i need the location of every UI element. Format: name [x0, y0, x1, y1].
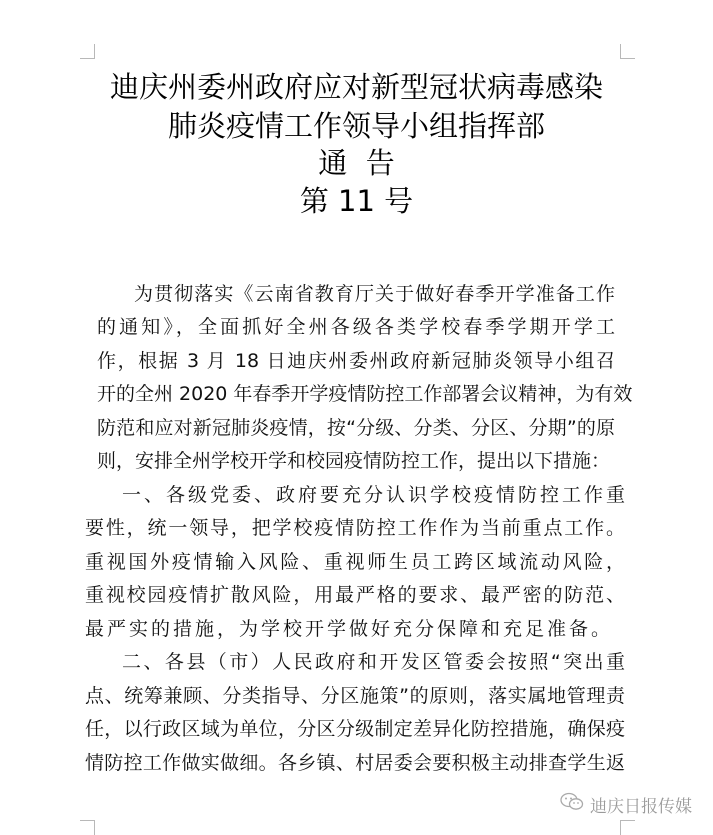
- notice-heading: 通 告: [318, 146, 395, 180]
- text-line: 要性，统一领导，把学校疫情防控工作作为当前重点工作。: [85, 517, 625, 539]
- text-line: 开的全州 2020 年春季开学疫情防控工作部署会议精神，为有效: [97, 383, 633, 405]
- title-line-2: 肺炎疫情工作领导小组指挥部: [167, 109, 545, 143]
- notice-number: 第 11 号: [299, 184, 414, 218]
- crop-mark-top-right: [620, 44, 635, 59]
- watermark-text: 迪庆日报传媒: [590, 797, 692, 817]
- crop-mark-bottom-left: [80, 820, 95, 835]
- text-line: 作，根据 3 月 18 日迪庆州委州政府新冠肺炎领导小组召: [97, 350, 615, 372]
- crop-mark-top-left: [80, 44, 95, 59]
- text-line: 重视校园疫情扩散风险，用最严格的要求、最严密的防范、: [85, 584, 625, 606]
- text-line: 点、统筹兼顾、分类指导、分区施策”的原则，落实属地管理责: [85, 685, 625, 707]
- text-line: 重视国外疫情输入风险、重视师生员工跨区域流动风险，: [85, 551, 625, 573]
- text-line: 防范和应对新冠肺炎疫情，按“分级、分类、分区、分期”的原: [97, 417, 615, 439]
- title-line-1: 迪庆州委州政府应对新型冠状病毒感染: [109, 70, 603, 104]
- text-line: 则，安排全州学校开学和校园疫情防控工作，提出以下措施：: [97, 450, 611, 472]
- wechat-icon: [560, 792, 584, 817]
- text-line: 为贯彻落实《云南省教育厅关于做好春季开学准备工作: [134, 283, 615, 305]
- text-line: 二、各县（市）人民政府和开发区管委会按照“突出重: [122, 651, 625, 673]
- crop-mark-bottom-right: [620, 820, 635, 835]
- text-line: 最严实的措施，为学校开学做好充分保障和充足准备。: [85, 618, 610, 640]
- watermark: [560, 792, 692, 817]
- text-line: 一、各级党委、政府要充分认识学校疫情防控工作重: [122, 484, 625, 506]
- text-line: 的通知》，全面抓好全州各级各类学校春季学期开学工: [97, 316, 615, 338]
- text-line: 情防控工作做实做细。各乡镇、村居委会要积极主动排查学生返: [85, 752, 625, 774]
- text-line: 任，以行政区域为单位，分区分级制定差异化防控措施，确保疫: [85, 718, 625, 740]
